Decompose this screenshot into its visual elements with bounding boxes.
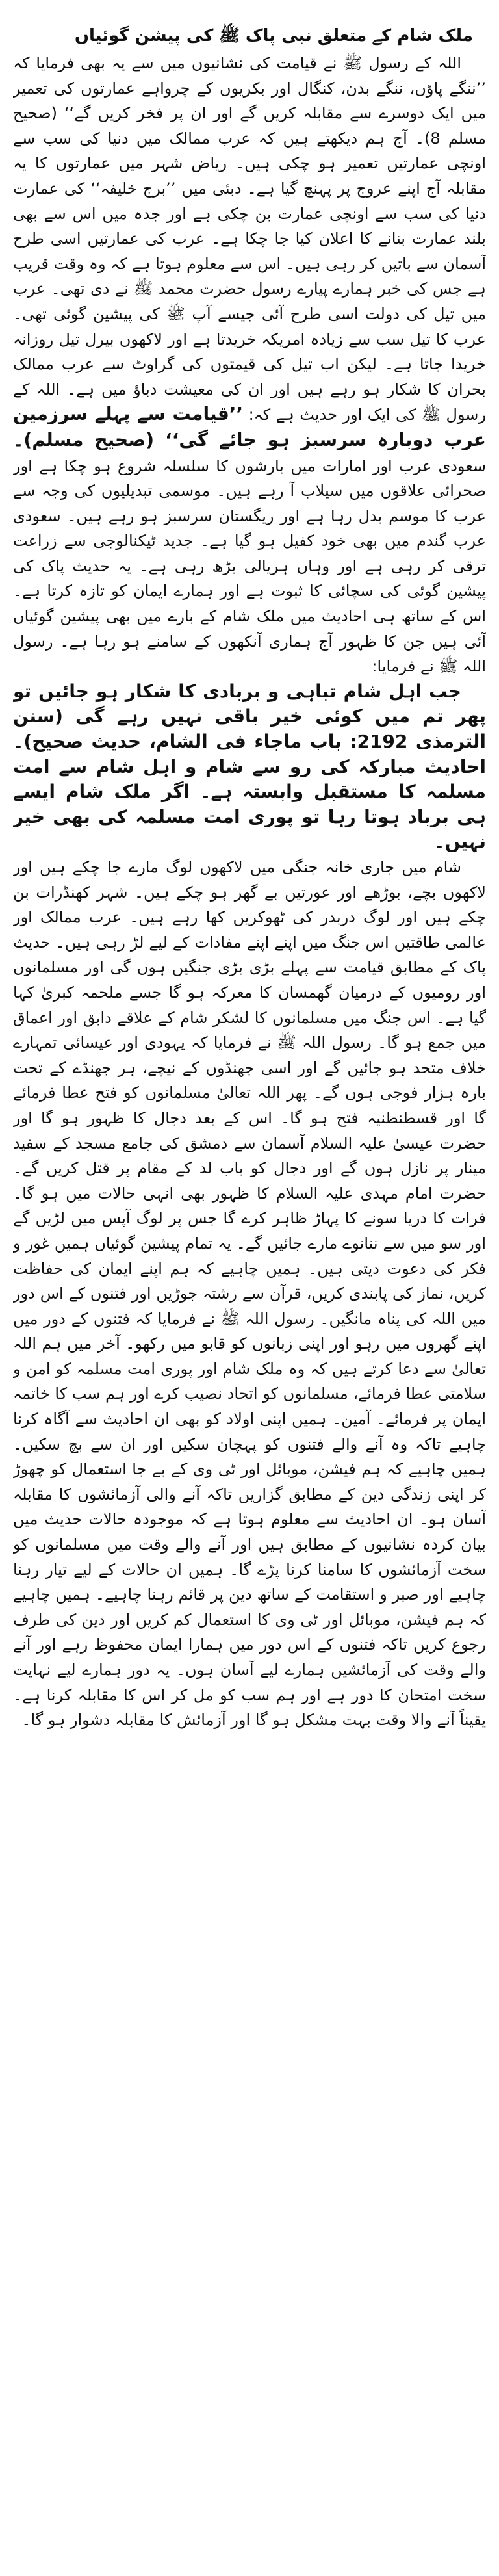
paragraph-2: شام میں جاری خانہ جنگی میں لاکھوں لوگ مارے جا چکے ہیں اور لاکھوں بچے، بوڑھے اور عورتیں بے گھر ہو چکے ہیں۔ شہر کھنڈرات بن چکے ہیں اور لوگ دربدر کی ٹھوکریں کھا رہے ہیں۔ عرب ممالک اور عالمی طاقتیں اس جنگ میں اپنے اپنے مفادات کے لیے لڑ رہی ہیں۔ حدیث پاک کے مطابق قیامت سے پہلے بڑی بڑی جنگیں ہوں گی اور مسلمانوں اور رومیوں کے درمیان گھمسان کا معرکہ ہو گا جسے ملحمہ کبریٰ کہا گیا ہے۔ اس جنگ میں مسلمانوں کا لشکر شام کے علاقے دابق اور اعماق میں جمع ہو گا۔ رسول اللہ ﷺ نے فرمایا کہ یہودی اور عیسائی تمہارے خلاف متحد ہو جائیں گے اور اسی جھنڈوں کے نیچے، ہر جھنڈے کے تحت بارہ ہزار فوجی ہوں گے۔ پھر اللہ تعالیٰ مسلمانوں کو فتح عطا فرمائے گا اور قسطنطنیہ فتح ہو گا۔ اس کے بعد دجال کا ظہور ہو گا اور حضرت عیسیٰ علیہ السلام آسمان سے دمشق کی جامع مسجد کے سفید مینار پر نازل ہوں گے اور دجال کو باب لد کے مقام پر قتل کریں گے۔ حضرت امام مہدی علیہ السلام کا ظہور بھی انہی حالات میں ہو گا۔ فرات کا دریا سونے کا پہاڑ ظاہر کرے گا جس پر لوگ آپس میں لڑیں گے اور سو میں سے ننانوے مارے جائیں گے۔ یہ تمام پیشین گوئیاں ہمیں غور و فکر کی دعوت دیتی ہیں۔ ہمیں چاہیے کہ ہم اپنے ایمان کی حفاظت کریں، نماز کی پابندی کریں، قرآن سے رشتہ جوڑیں اور فتنوں کے اس دور میں اللہ کی پناہ مانگیں۔ رسول اللہ ﷺ نے فرمایا کہ فتنوں کے دور میں اپنے گھروں میں رہو اور اپنی زبانوں کو قابو میں رکھو۔ آخر میں ہم اللہ تعالیٰ سے دعا کرتے ہیں کہ وہ ملک شام اور پوری امت مسلمہ کو امن و سلامتی عطا فرمائے، مسلمانوں کو اتحاد نصیب کرے اور ہم سب کا خاتمہ ایمان پر فرمائے۔ آمین۔ ہمیں اپنی اولاد کو بھی ان احادیث سے آگاہ کرنا چاہیے تاکہ وہ آنے والے فتنوں کو پہچان سکیں اور ان سے بچ سکیں۔ ہمیں چاہیے کہ ہم فیشن، موبائل اور ٹی وی کے بے جا استعمال کو چھوڑ کر اپنی زندگی دین کے مطابق گزاریں تاکہ آنے والی آزمائشوں کا مقابلہ آسان ہو۔ ان احادیث سے معلوم ہوتا ہے کہ موجودہ حالات حدیث میں بیان کردہ نشانیوں کے مطابق ہیں اور آنے والے وقت میں مسلمانوں کو سخت آزمائشوں کا سامنا کرنا پڑے گا۔ ہمیں ان حالات کے لیے تیار رہنا چاہیے اور صبر و استقامت کے ساتھ دین پر قائم رہنا چاہیے۔ ہمیں چاہیے کہ ہم فیشن، موبائل اور ٹی وی کا استعمال کم کریں اور دین کی طرف رجوع کریں تاکہ فتنوں کے اس دور میں ہمارا ایمان محفوظ رہے اور آنے والے وقت کی آزمائشیں ہمارے لیے آسان ہوں۔ یہ دور ہمارے لیے نہایت سخت امتحان کا دور ہے اور ہم سب کو مل کر اس کا مقابلہ کرنا ہے۔ یقیناً آنے والا وقت بہت مشکل ہو گا اور آزمائش کا مقابلہ دشوار ہو گا۔ [13, 858, 486, 1730]
paragraph-1a [13, 51, 486, 679]
paragraph-1a-text: اللہ کے رسول ﷺ نے قیامت کی نشانیوں میں سے یہ بھی فرمایا کہ ’’ننگے پاؤں، ننگے بدن، کنگال اور بکریوں کے چرواہے عمارتوں کی تعمیر میں ایک دوسرے سے مقابلہ کریں گے اور ان پر فخر کریں گے‘‘ (صحیح مسلم 8)۔ آج ہم دیکھتے ہیں کہ عرب ممالک میں دنیا کی سب سے اونچی عمارتیں تعمیر ہو چکی ہیں۔ ریاض شہر میں عمارتوں کا یہ مقابلہ آج اپنے عروج پر پہنچ گیا ہے۔ دبئی میں ’’برج خلیفہ‘‘ کی عمارت دنیا کی سب سے اونچی عمارت بن چکی ہے اور جدہ میں اس سے بھی بلند عمارت بنانے کا اعلان کیا جا چکا ہے۔ عرب کی عمارتیں اسی طرح آسمان سے باتیں کر رہی ہیں۔ اس سے معلوم ہوتا ہے کہ وہ وقت قریب ہے جس کی خبر ہمارے پیارے رسول حضرت محمد ﷺ نے دی تھی۔ عرب میں تیل کی دولت اسی طرح آئی جیسے آپ ﷺ کی پیشین گوئی تھی۔ عرب کا تیل سب سے زیادہ امریکہ خریدتا ہے اور لاکھوں بیرل تیل روزانہ خریدا جاتا ہے۔ لیکن اب تیل کی قیمتوں کی گراوٹ سے عرب ممالک بحران کا شکار ہو رہے ہیں اور ان کی معیشت دباؤ میں ہے۔ اللہ کے رسول ﷺ کی ایک اور حدیث ہے کہ: [13, 54, 486, 424]
hadith-quote-arabia-green: ’’قیامت سے پہلے سرزمین عرب دوبارہ سرسبز ہو جائے گی‘‘ (صحیح مسلم)۔ [13, 403, 486, 450]
hadith-quote-sham: جب اہل شام تباہی و بربادی کا شکار ہو جائیں تو پھر تم میں کوئی خیر باقی نہیں رہے گی (سنن الترمذی 2192: باب ماجاء فی الشام، حدیث صحیح)۔ احادیث مبارکہ کی رو سے شام و اہل شام سے امت مسلمہ کا مستقبل وابستہ ہے۔ اگر ملک شام ایسے ہی برباد ہوتا رہا تو پوری امت مسلمہ کی بھی خیر نہیں۔ [13, 680, 486, 853]
paragraph-1b-text: سعودی عرب اور امارات میں بارشوں کا سلسلہ شروع ہو چکا ہے اور صحرائی علاقوں میں سیلاب آ رہے ہیں۔ موسمی تبدیلیوں کی وجہ سے عرب کا موسم بدل رہا ہے اور ریگستان سرسبز ہو رہے ہیں۔ سعودی عرب گندم میں بھی خود کفیل ہو گیا ہے۔ جدید ٹیکنالوجی سے زراعت ترقی کر رہی ہے اور وہاں ہریالی بڑھ رہی ہے۔ یہ حدیث پاک کی پیشین گوئی کی سچائی کا ثبوت ہے اور ہمارے ایمان کو تازہ کرتا ہے۔ اس کے ساتھ ہی احادیث میں ملک شام کے بارے میں بھی پیشین گوئیاں آئی ہیں جن کا ظہور آج ہماری آنکھوں کے سامنے ہو رہا ہے۔ رسول اللہ ﷺ نے فرمایا: [13, 456, 486, 676]
column-body [13, 51, 486, 2576]
column-title: ملک شام کے متعلق نبی پاک ﷺ کی پیشن گوئیاں [74, 26, 473, 46]
